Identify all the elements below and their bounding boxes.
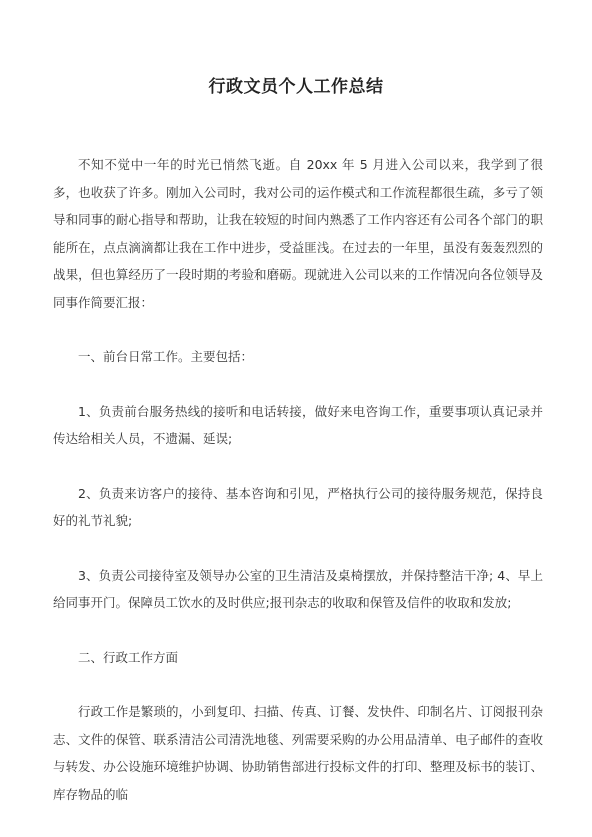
- paragraph-item-2: 2、负责来访客户的接待、基本咨询和引见，严格执行公司的接待服务规范，保持良好的礼节礼貌;: [53, 485, 543, 528]
- paragraph-admin-work: 行政工作是繁琐的，小到复印、扫描、传真、订餐、发快件、印制名片、订阅报刊杂志、文件的保管、联系清洁公司清洗地毯、列需要采购的办公用品清单、电子邮件的查收与转发、办公设施环境维护协调、协助销售部进行投标文件的打印、整理及标书的装订、库存物品的临: [53, 704, 543, 802]
- paragraph-item-3-4: 3、负责公司接待室及领导办公室的卫生清洁及桌椅摆放，并保持整洁干净; 4、早上给同事开门。保障员工饮水的及时供应;报刊杂志的收取和保管及信件的收取和发放;: [53, 567, 543, 610]
- paragraph-section-2-heading: 二、行政工作方面: [78, 649, 179, 665]
- paragraph-section-1-heading: 一、前台日常工作。主要包括：: [78, 349, 254, 364]
- paragraph-intro: 不知不觉中一年的时光已悄然飞逝。自 20xx 年 5 月进入公司以来，我学到了很多，也收获了许多。刚加入公司时，我对公司的运作模式和工作流程都很生疏，多亏了领导和同事的耐心指导和帮助，让我在较短的时间内熟悉了工作内容还有公司各个部门的职能所在，点点滴滴都让我在工作中进步，受益匪浅。在过去的一年里，虽没有轰轰烈烈的战果，但也算经历了一段时期的考验和磨砺。现就进入公司以来的工作情况向各位领导及同事作简要汇报：: [53, 157, 543, 310]
- document-title: 行政文员个人工作总结: [208, 77, 384, 97]
- document-body: [53, 151, 543, 835]
- paragraph-item-1: 1、负责前台服务热线的接听和电话转接，做好来电咨询工作，重要事项认真记录并传达给相关人员，不遗漏、延误;: [53, 403, 543, 446]
